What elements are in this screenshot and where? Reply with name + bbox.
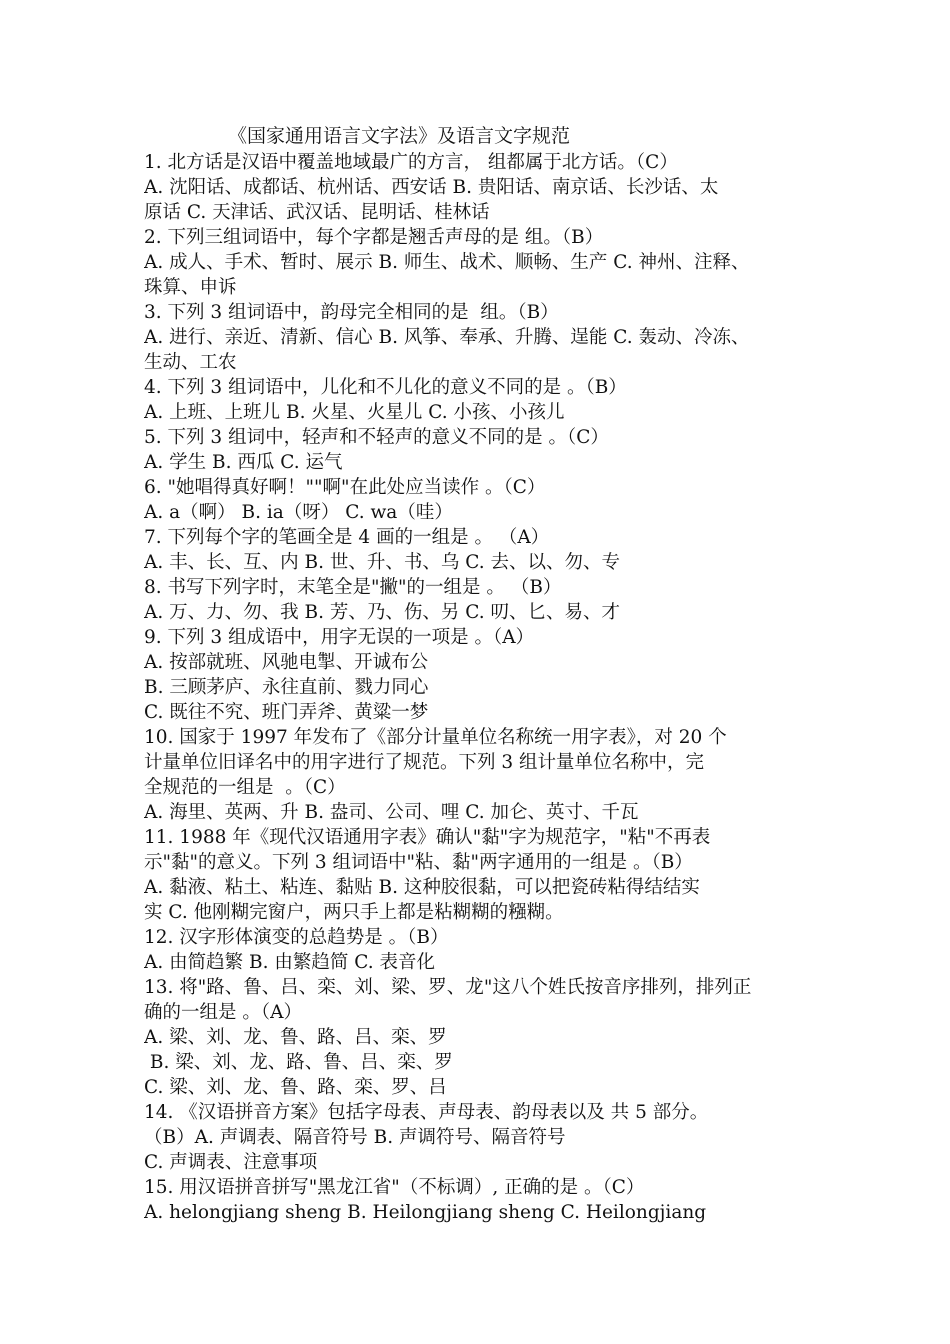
text-line: A. 由简趋繁 B. 由繁趋简 C. 表音化 xyxy=(144,952,435,973)
text-line: A. 沈阳话、成都话、杭州话、西安话 B. 贵阳话、南京话、长沙话、太 xyxy=(144,177,719,198)
text-line: 原话 C. 天津话、武汉话、昆明话、桂林话 xyxy=(144,202,490,223)
text-line: 12. 汉字形体演变的总趋势是 。（B） xyxy=(144,927,449,948)
text-line: A. 丰、长、互、内 B. 世、升、书、乌 C. 去、以、勿、专 xyxy=(144,552,620,573)
text-line: A. 学生 B. 西瓜 C. 运气 xyxy=(144,452,343,473)
text-line: 7. 下列每个字的笔画全是 4 画的一组是 。 （A） xyxy=(144,527,550,548)
text-line: 计量单位旧译名中的用字进行了规范。下列 3 组计量单位名称中，完 xyxy=(144,752,705,773)
text-line: C. 既往不究、班门弄斧、黄粱一梦 xyxy=(144,702,429,723)
text-line: 11. 1988 年《现代汉语通用字表》确认"黏"字为规范字，"粘"不再表 xyxy=(144,827,711,848)
document-page xyxy=(144,122,814,1225)
text-line: 全规范的一组是 。（C） xyxy=(144,777,346,798)
text-line: 14. 《汉语拼音方案》包括字母表、声母表、韵母表以及 共 5 部分。 xyxy=(144,1102,709,1123)
text-line: 9. 下列 3 组成语中，用字无误的一项是 。（A） xyxy=(144,627,535,648)
text-line: A. 进行、亲近、清新、信心 B. 风筝、奉承、升腾、逞能 C. 轰动、冷冻、 xyxy=(144,327,750,348)
text-line: 生动、工农 xyxy=(144,352,237,373)
text-line: B. 梁、刘、龙、路、鲁、吕、栾、罗 xyxy=(144,1052,453,1073)
text-line: 4. 下列 3 组词语中，儿化和不儿化的意义不同的是 。（B） xyxy=(144,377,627,398)
text-line: 15. 用汉语拼音拼写"黑龙江省"（不标调）, 正确的是 。（C） xyxy=(144,1177,645,1198)
text-line: A. 万、力、勿、我 B. 芳、乃、伤、另 C. 叨、匕、易、才 xyxy=(144,602,620,623)
text-line: A. 梁、刘、龙、鲁、路、吕、栾、罗 xyxy=(144,1027,447,1048)
text-line: 5. 下列 3 组词中，轻声和不轻声的意义不同的是 。（C） xyxy=(144,427,609,448)
text-line: 确的一组是 。（A） xyxy=(144,1002,302,1023)
text-line: （B）A. 声调表、隔音符号 B. 声调符号、隔音符号 xyxy=(144,1127,566,1148)
text-line: 8. 书写下列字时，末笔全是"撇"的一组是 。 （B） xyxy=(144,577,562,598)
document-body xyxy=(144,150,814,1225)
text-line: A. a（啊） B. ia（呀） C. wa（哇） xyxy=(144,502,453,523)
text-line: B. 三顾茅庐、永往直前、戮力同心 xyxy=(144,677,429,698)
text-line: C. 梁、刘、龙、鲁、路、栾、罗、吕 xyxy=(144,1077,447,1098)
text-line: 实 C. 他刚糊完窗户，两只手上都是粘糊糊的糨糊。 xyxy=(144,902,564,923)
text-line: A. 上班、上班儿 B. 火星、火星儿 C. 小孩、小孩儿 xyxy=(144,402,565,423)
text-line: 13. 将"路、鲁、吕、栾、刘、梁、罗、龙"这八个姓氏按音序排列，排列正 xyxy=(144,977,752,998)
text-line: A. 按部就班、风驰电掣、开诚布公 xyxy=(144,652,429,673)
text-line: A. helongjiang sheng B. Heilongjiang sheng C. Heilongjiang xyxy=(144,1202,707,1223)
text-line: A. 黏液、粘土、粘连、黏贴 B. 这种胶很黏，可以把瓷砖粘得结结实 xyxy=(144,877,700,898)
text-line: 10. 国家于 1997 年发布了《部分计量单位名称统一用字表》，对 20 个 xyxy=(144,727,727,748)
text-line: A. 成人、手术、暂时、展示 B. 师生、战术、顺畅、生产 C. 神州、注释、 xyxy=(144,252,750,273)
text-line: A. 海里、英两、升 B. 盎司、公司、哩 C. 加仑、英寸、千瓦 xyxy=(144,802,639,823)
text-line: 3. 下列 3 组词语中，韵母完全相同的是 组。（B） xyxy=(144,302,559,323)
text-line: 1. 北方话是汉语中覆盖地域最广的方言， 组都属于北方话。（C） xyxy=(144,152,678,173)
text-line: 6. "她唱得真好啊！""啊"在此处应当读作 。（C） xyxy=(144,477,546,498)
document-title: 《国家通用语言文字法》及语言文字规范 xyxy=(228,125,571,147)
text-line: 示"黏"的意义。下列 3 组词语中"粘、黏"两字通用的一组是 。（B） xyxy=(144,852,693,873)
text-line: C. 声调表、注意事项 xyxy=(144,1152,318,1173)
text-line: 2. 下列三组词语中，每个字都是翘舌声母的是 组。（B） xyxy=(144,227,604,248)
text-line: 珠算、申诉 xyxy=(144,277,237,298)
